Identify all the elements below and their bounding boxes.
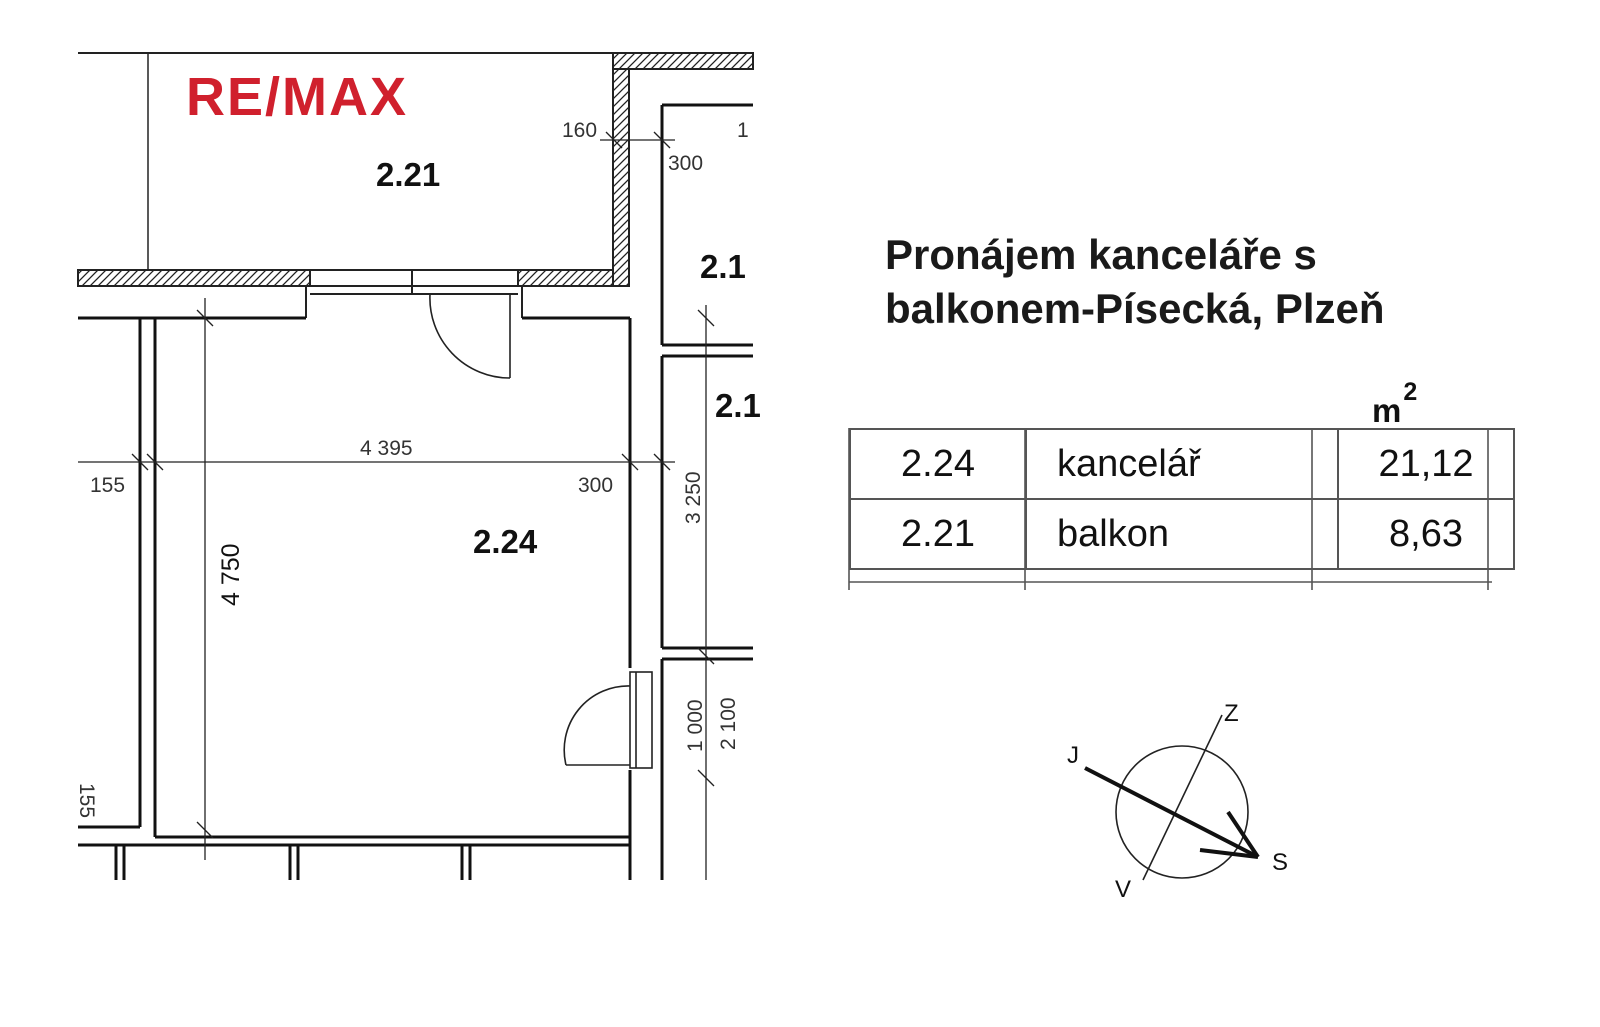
table-row [850, 429, 1514, 499]
room-area-cell: 8,63 [1338, 499, 1514, 569]
area-table [849, 428, 1515, 570]
title-line-2: balkonem-Písecká, Plzeň [885, 285, 1385, 332]
dim-label: 1 [737, 119, 749, 142]
door-swings [430, 294, 652, 768]
dim-label: 300 [578, 474, 614, 497]
room-label-adjacent-upper: 2.1 [700, 248, 746, 285]
room-code-cell: 2.24 [850, 429, 1026, 499]
unit-exponent: 2 [1403, 378, 1418, 406]
compass-label-v: V [1115, 876, 1132, 903]
compass-label-z: Z [1224, 700, 1239, 727]
room-name-cell: balkon [1026, 499, 1338, 569]
compass-label-s: S [1272, 849, 1289, 876]
room-area-cell: 21,12 [1338, 429, 1514, 499]
remax-logo: RE/MAX [186, 67, 409, 127]
dim-label: 155 [75, 783, 98, 819]
room-label-adjacent-lower: 2.1 [715, 387, 761, 424]
compass-label-j: J [1067, 742, 1079, 769]
dim-label: 155 [90, 474, 126, 497]
room-name-cell: kancelář [1026, 429, 1338, 499]
room-label-office: 2.24 [473, 523, 538, 560]
compass [1067, 700, 1288, 903]
room-label-balcony: 2.21 [376, 156, 441, 193]
dim-label: 4 750 [217, 543, 245, 606]
dim-label: 1 000 [684, 699, 707, 752]
unit-base: m [1372, 392, 1402, 429]
page-title [885, 228, 1525, 336]
dim-label: 160 [562, 119, 598, 142]
table-row [850, 499, 1514, 569]
dim-label: 2 100 [717, 697, 740, 750]
dim-label: 300 [668, 152, 704, 175]
room-code-cell: 2.21 [850, 499, 1026, 569]
dim-label: 3 250 [682, 471, 705, 524]
title-line-1: Pronájem kanceláře s [885, 231, 1317, 278]
area-unit [1372, 378, 1418, 430]
balcony-door-frame [306, 270, 522, 318]
dim-label: 4 395 [360, 437, 413, 460]
